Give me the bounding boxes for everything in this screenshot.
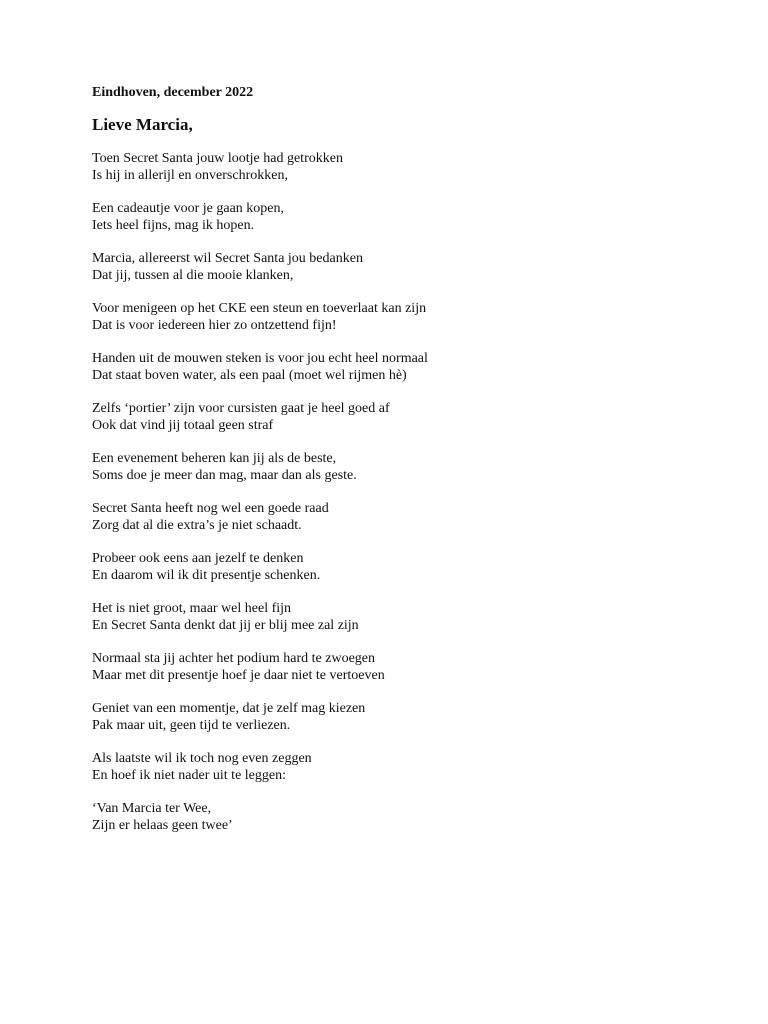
poem-line: Marcia, allereerst wil Secret Santa jou bedanken — [92, 251, 363, 266]
poem-line: Iets heel fijns, mag ik hopen. — [92, 218, 255, 233]
poem-line: Als laatste wil ik toch nog even zeggen — [92, 751, 312, 766]
stanza — [92, 200, 732, 234]
stanza — [92, 400, 732, 434]
stanza — [92, 600, 732, 634]
letter-page — [92, 84, 732, 850]
stanza — [92, 150, 732, 184]
poem-line: Is hij in allerijl en onverschrokken, — [92, 168, 288, 183]
poem-line: En daarom wil ik dit presentje schenken. — [92, 568, 321, 583]
poem-line: Het is niet groot, maar wel heel fijn — [92, 601, 292, 616]
poem-line: Zorg dat al die extra’s je niet schaadt. — [92, 518, 302, 533]
stanza — [92, 250, 732, 284]
poem-line: Normaal sta jij achter het podium hard te zwoegen — [92, 651, 376, 666]
poem-line: Ook dat vind jij totaal geen straf — [92, 418, 274, 433]
salutation: Lieve Marcia, — [92, 115, 193, 134]
poem-line: Pak maar uit, geen tijd te verliezen. — [92, 718, 291, 733]
stanza — [92, 650, 732, 684]
poem-line: En hoef ik niet nader uit te leggen: — [92, 768, 286, 783]
poem-line: Dat jij, tussen al die mooie klanken, — [92, 268, 294, 283]
stanza — [92, 550, 732, 584]
stanza — [92, 750, 732, 784]
poem-line: Een cadeautje voor je gaan kopen, — [92, 201, 285, 216]
stanza — [92, 350, 732, 384]
stanza — [92, 300, 732, 334]
stanza — [92, 700, 732, 734]
poem-line: Geniet van een momentje, dat je zelf mag kiezen — [92, 701, 366, 716]
poem-line: Zelfs ‘portier’ zijn voor cursisten gaat je heel goed af — [92, 401, 390, 416]
poem-line: Zijn er helaas geen twee’ — [92, 818, 233, 833]
poem-line: Dat staat boven water, als een paal (moet wel rijmen hè) — [92, 368, 407, 383]
poem-line: Dat is voor iedereen hier zo ontzettend fijn! — [92, 318, 337, 333]
stanza — [92, 500, 732, 534]
poem-line: Maar met dit presentje hoef je daar niet te vertoeven — [92, 668, 385, 683]
poem-line: Secret Santa heeft nog wel een goede raad — [92, 501, 329, 516]
poem-line: En Secret Santa denkt dat jij er blij mee zal zijn — [92, 618, 359, 633]
poem-line: Probeer ook eens aan jezelf te denken — [92, 551, 304, 566]
poem-line: Voor menigeen op het CKE een steun en toeverlaat kan zijn — [92, 301, 427, 316]
stanza — [92, 800, 732, 834]
poem-line: Soms doe je meer dan mag, maar dan als geste. — [92, 468, 357, 483]
poem-line: Een evenement beheren kan jij als de beste, — [92, 451, 337, 466]
stanza — [92, 450, 732, 484]
poem-line: ‘Van Marcia ter Wee, — [92, 801, 212, 816]
poem-line: Handen uit de mouwen steken is voor jou echt heel normaal — [92, 351, 428, 366]
place-date: Eindhoven, december 2022 — [92, 85, 254, 100]
poem — [92, 150, 732, 834]
poem-line: Toen Secret Santa jouw lootje had getrokken — [92, 151, 343, 166]
